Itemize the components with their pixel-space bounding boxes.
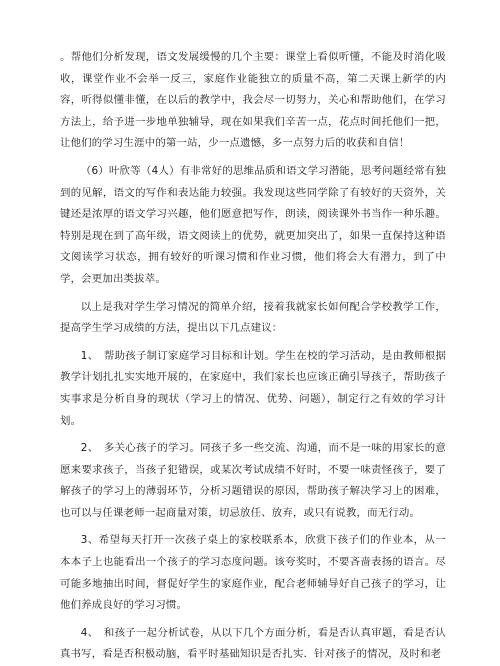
paragraph-suggestion-4: 4、 和孩子一起分析试卷，从以下几个方面分析，看是否认真审题，看是否认真书写，看是否积极动脑，看平时基础知识是否扎实．针对孩子的情况，及时和老 [60, 626, 446, 661]
paragraph-student-group-6: （6）叶欣等（4人）有非常好的思维品质和语文学习潜能，思考问题经常有独到的见解，语文的写作和表达能力较强。我发现这些同学除了有较好的天资外，关键还是浓厚的语文学习兴趣，他们愿意把写作，朗读，阅读课外书当作一种乐趣。特别是现在到了高年级，语文阅读上的优势，就更加突出了，如果一直保持这种语文阅读学习状态，拥有较好的听课习惯和作业习惯，他们将会大有潜力，到了中学，会更加出类拔萃。 [60, 164, 446, 285]
paragraph-suggestion-1: 1、 帮助孩子制订家庭学习目标和计划。学生在校的学习活动，是由教师根据教学计划扎扎实实地开展的，在家庭中，我们家长也应该正确引导孩子，帮助孩子实事求是分析自身的现状（学习上的情况、优势、问题），制定行之有效的学习计划。 [60, 349, 446, 427]
paragraph-suggestion-2: 2、 多关心孩子的学习。同孩子多一些交流、沟通，而不是一味的用家长的意愿来要求孩子，当孩子犯错误，或某次考试成绩不好时，不要一味责怪孩子，要了解孩子的学习上的薄弱环节，分析习题错误的原因，帮助孩子解决学习上的困难，也可以与任课老师一起商量对策，切忌放任、放弃，或只有说教，而无行动。 [60, 442, 446, 519]
paragraph-suggestions-intro: 以上是我对学生学习情况的简单介绍，接着我就家长如何配合学校教学工作，提高学生学习成绩的方法，提出以下几点建议： [60, 300, 446, 335]
paragraph-suggestion-3: 3、希望每天打开一次孩子桌上的家校联系本，欣赏下孩子们的作业本，从一本本子上也能看出一个孩子的学习态度问题。该夸奖时，不要吝啬表扬的语言。尽可能多地抽出时间，督促好学生的家庭作业，配合老师辅导好自己孩子的学习，让他们养成良好的学习习惯。 [60, 534, 446, 612]
paragraph-analysis: 。帮他们分析发现，语文发展缓慢的几个主要：课堂上看似听懂，不能及时消化吸收，课堂作业不会举一反三，家庭作业能独立的质量不高，第二天课上新学的内容，听得似懂非懂，在以后的教学中，我会尽一切努力，关心和帮助他们，在学习方法上，给予进一步地单独辅导，现在如果我们辛苦一点，花点时间托他们一把，让他们的学习生涯中的第一站，少一点遗憾，多一点努力后的收获和自信！ [60, 51, 446, 150]
